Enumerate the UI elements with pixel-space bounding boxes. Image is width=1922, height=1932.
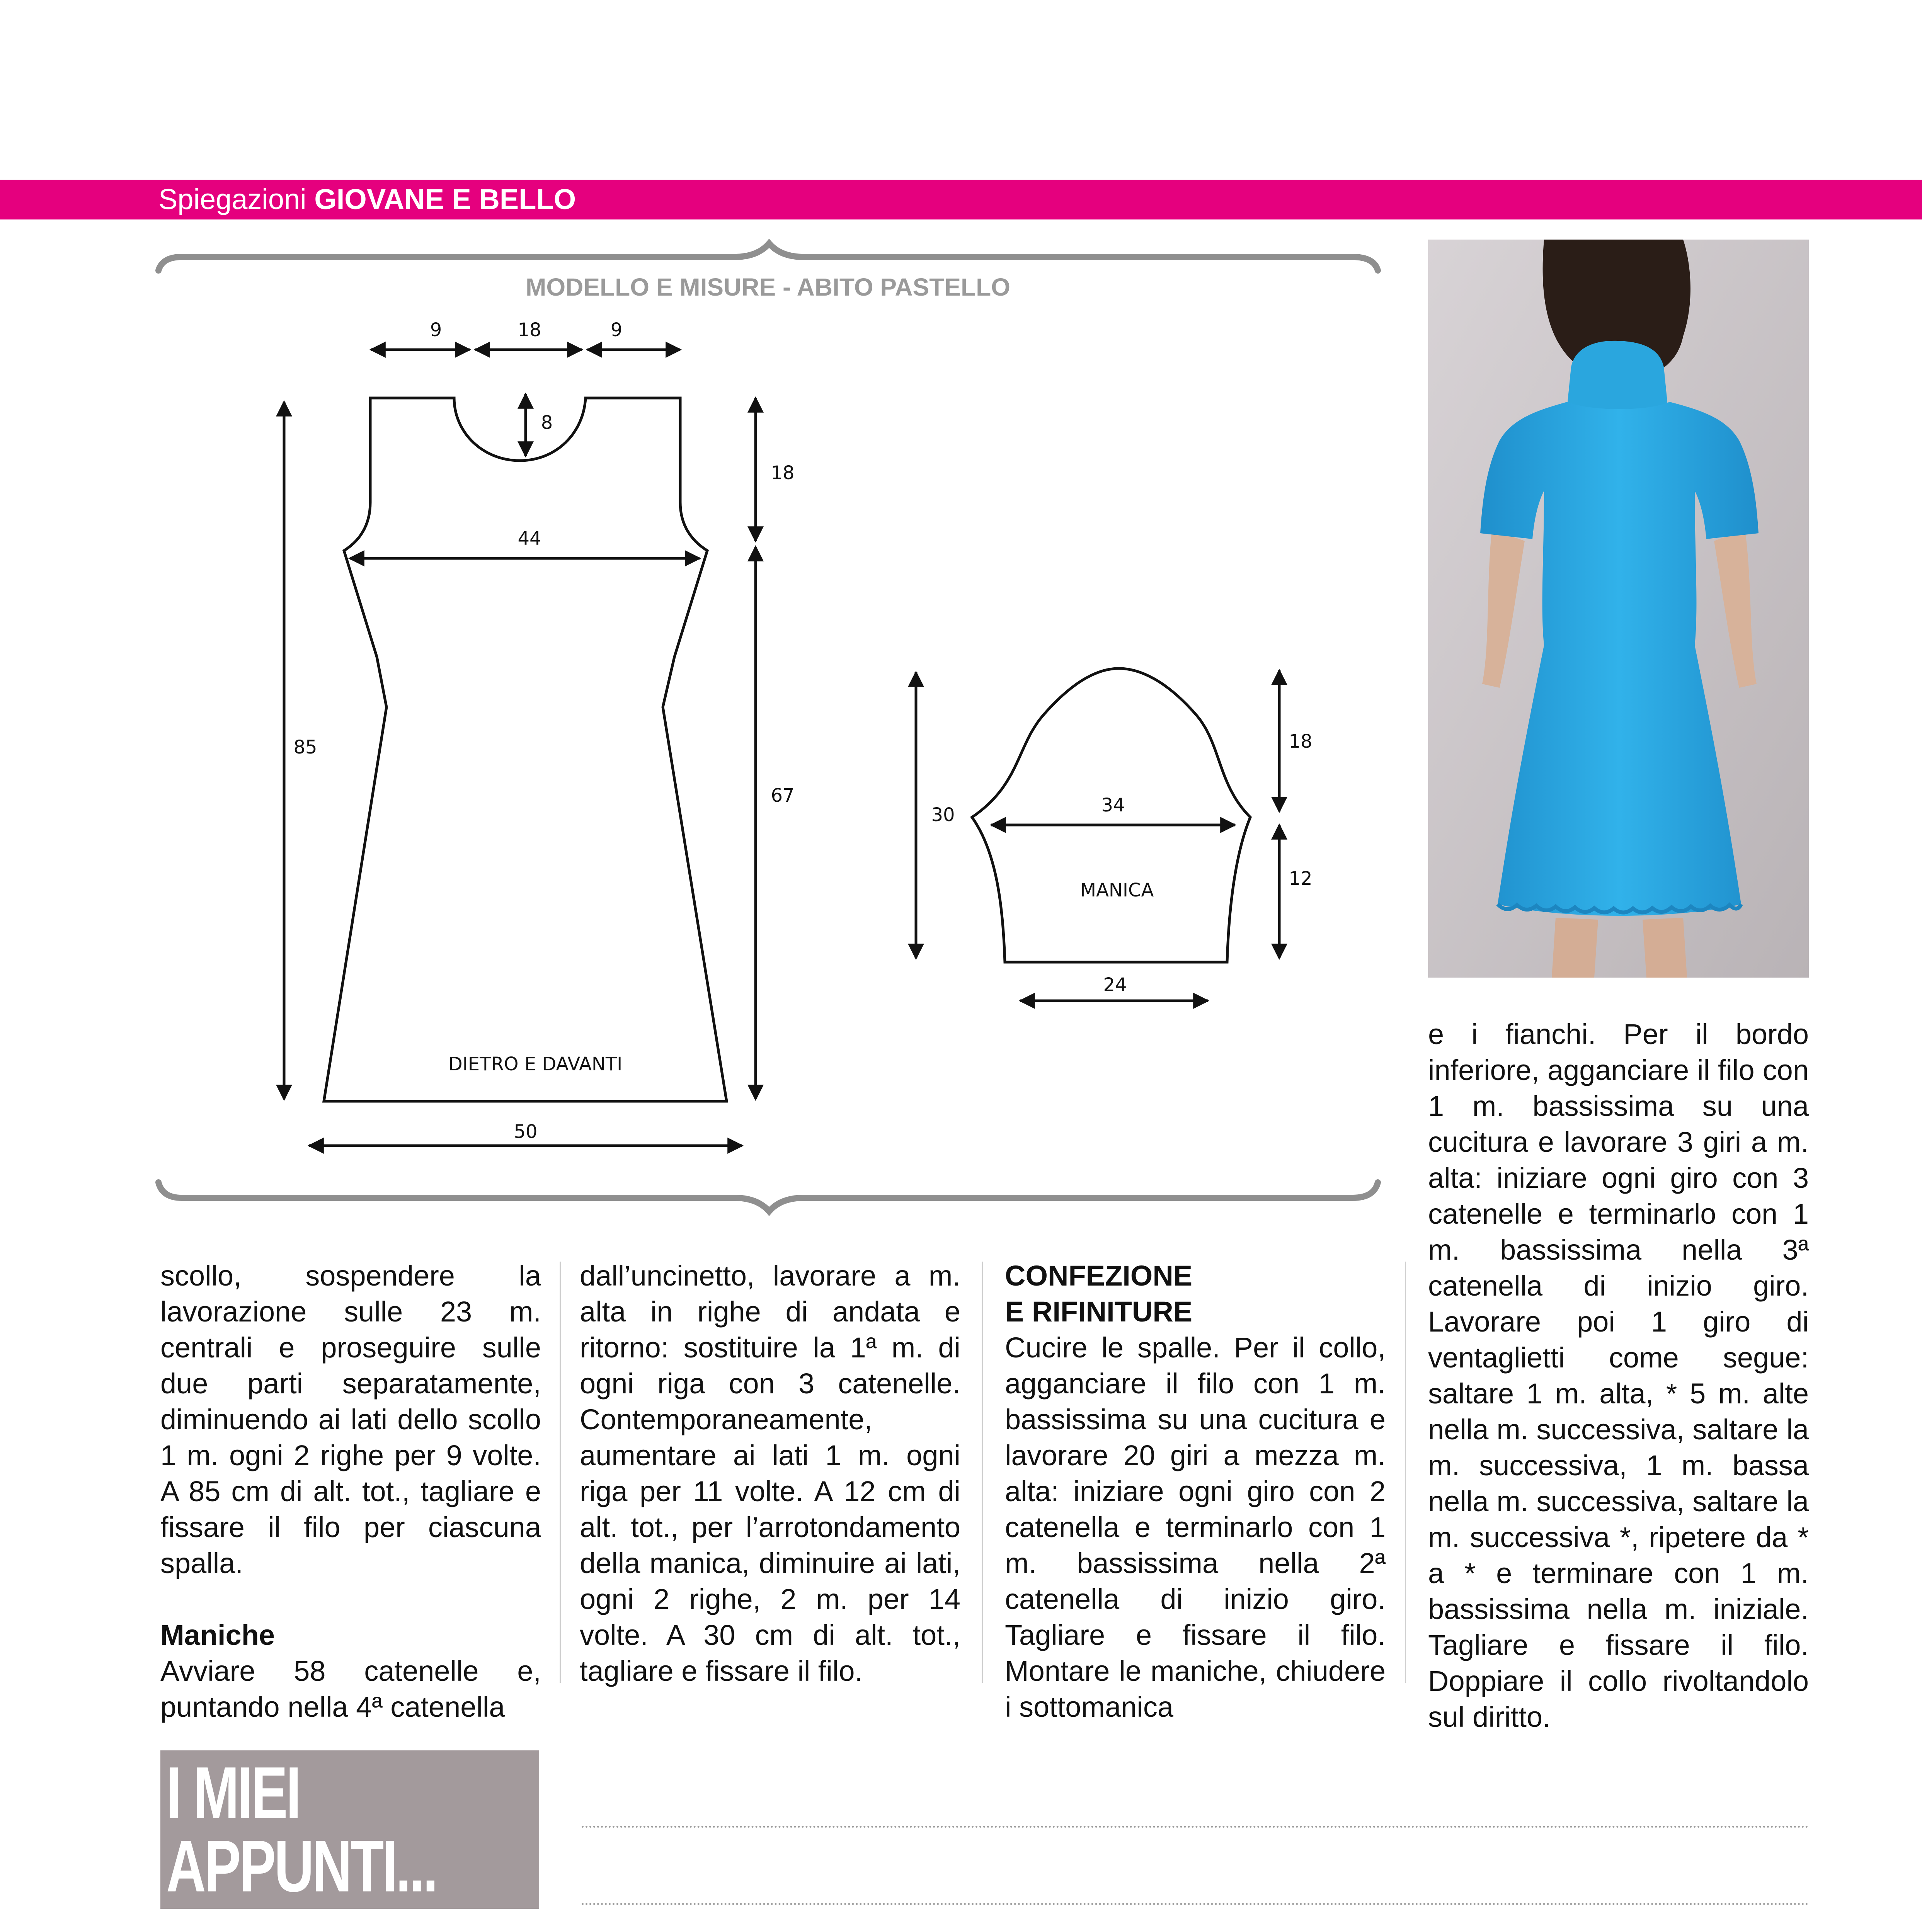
- dress-figure: [1428, 240, 1809, 978]
- text-column-4: [1428, 1016, 1809, 1735]
- column-2-paragraph: dall’uncinetto, lavorare a m. alta in righe di andata e ritorno: sostituire la 1ª m. di ogni riga con 3 catenelle. Contemporaneamente, aumentare ai lati 1 m. ogni riga per 11 volte. A 12 cm di alt. tot., per l’arrotondamento della manica, diminuire ai lati, ogni 2 righe, 2 m. per 14 volte. A 30 cm di alt. tot., tagliare e fissare il filo.: [580, 1260, 960, 1687]
- body-piece-outline: [324, 398, 727, 1101]
- sleeves-heading: Maniche: [160, 1619, 275, 1651]
- neck-right-label: 9: [610, 319, 623, 341]
- finishing-heading-line1: CONFEZIONE: [1005, 1260, 1193, 1292]
- sleeve-piece-name: MANICA: [1080, 879, 1154, 901]
- column-1-paragraph: scollo, sospendere la lavorazione sulle 23 m. centrali e proseguire sulle due parti separatamente, diminuendo ai lati dello scollo 1 m. ogni 2 righe per 9 volte. A 85 cm di alt. tot., tagliare e fissare il filo per ciascuna spalla.: [160, 1260, 541, 1579]
- notes-title-line1: I MIEI: [166, 1752, 300, 1834]
- column-4-paragraph: e i fianchi. Per il bordo inferiore, agganciare il filo con 1 m. bassissima su una cucitura e lavorare 3 giri a m. alta: iniziare ogni giro con 3 catenelle e terminarlo con 1 m. bassissima nella 3ª catenella di inizio giro. Lavorare poi 1 giro di ventaglietti come segue: saltare 1 m. alta, * 5 m. alte nella m. successiva, saltare la m. successiva, 1 m. bassa nella m. successiva, saltare la m. successiva *, ripetere da * a * e terminare con 1 m. bassissima nella m. iniziale. Tagliare e fissare il filo. Doppiare il collo rivoltandolo sul diritto.: [1428, 1018, 1809, 1733]
- notes-title: [166, 1752, 437, 1907]
- lower-length-label: 67: [771, 785, 795, 806]
- top-bracket: [158, 243, 1378, 270]
- neck-depth-label: 8: [541, 412, 553, 434]
- sleeve-cap-label: 18: [1289, 731, 1313, 752]
- hem-width-label: 50: [514, 1121, 538, 1143]
- column-divider: [560, 1262, 561, 1683]
- bottom-bracket: [158, 1182, 1378, 1211]
- text-column-3: [1005, 1258, 1386, 1725]
- neck-left-label: 9: [430, 319, 442, 341]
- sleeve-length-label: 30: [931, 804, 955, 826]
- section-title: GIOVANE E BELLO: [314, 183, 576, 215]
- sleeve-lower-label: 12: [1289, 868, 1313, 889]
- column-divider: [1405, 1262, 1406, 1683]
- section-label: Spiegazioni: [158, 183, 306, 215]
- armhole-height-label: 18: [771, 462, 795, 484]
- diagram-title: MODELLO E MISURE - ABITO PASTELLO: [526, 273, 1010, 301]
- notes-line[interactable]: [582, 1826, 1809, 1828]
- sleeve-width-label: 34: [1101, 794, 1125, 816]
- cuff-width-label: 24: [1103, 974, 1127, 996]
- column-3-paragraph: Cucire le spalle. Per il collo, agganciare il filo con 1 m. bassissima su una cucitura e lavorare 20 giri a mezza m. alta: iniziare ogni giro con 2 catenella e terminarlo con 1 m. bassissima nella 2ª catenella di inizio giro. Tagliare e fissare il filo. Montare le maniche, chiudere i sottomanica: [1005, 1332, 1386, 1723]
- notes-line[interactable]: [582, 1903, 1809, 1905]
- chest-width-label: 44: [518, 528, 541, 549]
- text-column-2: [580, 1258, 960, 1689]
- neck-width-label: 18: [518, 319, 541, 341]
- body-piece-name: DIETRO E DAVANTI: [448, 1053, 623, 1075]
- text-column-1: [160, 1258, 541, 1725]
- column-divider: [982, 1262, 983, 1683]
- notes-title-line2: APPUNTI...: [166, 1825, 437, 1907]
- total-length-label: 85: [293, 736, 317, 758]
- finishing-heading-line2: E RIFINITURE: [1005, 1296, 1193, 1328]
- sleeves-paragraph: Avviare 58 catenelle e, puntando nella 4ª catenella: [160, 1655, 541, 1723]
- dress-photo: [1428, 240, 1809, 978]
